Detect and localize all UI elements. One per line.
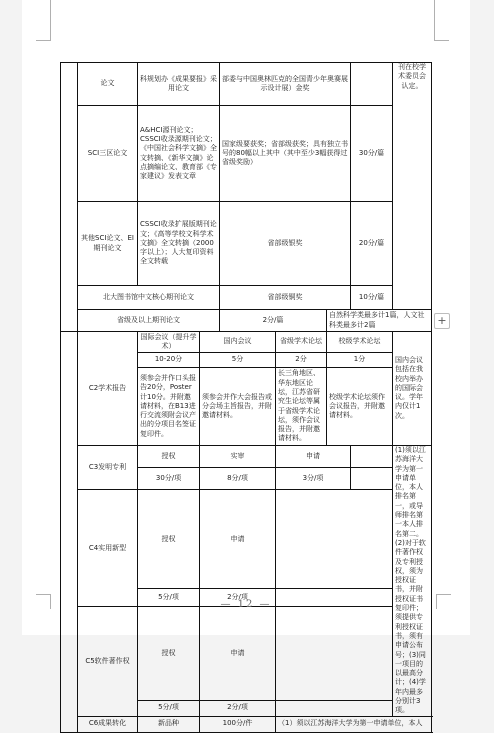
detail-cell: 科规划办《成果要报》采用论文 — [138, 63, 220, 106]
c3-type-application: 申请 — [276, 446, 351, 468]
c2-points-domestic: 5分 — [200, 353, 276, 368]
c2-header-school: 校级学术论坛 — [327, 332, 393, 353]
c2-header-international: 国际会议（提升学术） — [138, 332, 200, 353]
c4-label: C4实用新型 — [78, 490, 138, 607]
c5-label: C5软件著作权 — [78, 607, 138, 716]
c3-points-examination: 8分/项 — [200, 468, 276, 490]
paper-type-label: SCI三区论文 — [78, 106, 138, 202]
c2-note: 国内会议包括在我校内举办的国际会议。学年内仅计1次。 — [393, 332, 432, 446]
scoring-table — [60, 62, 432, 733]
table-row — [61, 490, 432, 589]
award-cell: 部委与中国奥林匹克的全国青少年奥赛展示设计展）金奖 — [220, 63, 351, 106]
c5-points-application: 2分/项 — [200, 700, 276, 716]
c4-points-granted: 5分/项 — [138, 589, 200, 607]
c2-points-international: 10-20分 — [138, 353, 200, 368]
plus-button[interactable]: + — [434, 313, 450, 329]
c6-label: C6成果转化 — [78, 716, 138, 732]
c3-type-granted: 授权 — [138, 446, 200, 468]
award-cell: 国家级要获奖；省部级获奖；具有独立书号的80幅以上其中（其中至少3幅获得过省级奖励） — [220, 106, 351, 202]
c5-points-granted: 5分/项 — [138, 700, 200, 716]
table-row — [61, 202, 432, 286]
award-cell: 省部级银奖 — [220, 202, 351, 286]
table-row — [61, 446, 432, 468]
c4-type-application: 申请 — [200, 490, 276, 589]
c3-label: C3发明专利 — [78, 446, 138, 490]
document-page — [22, 0, 470, 728]
detail-cell: A&HCI源刊论文；CSSCI收录源期刊论文；《中国社会科学文摘》全文转摘、《新华文摘》论点摘编论文、教育部《专家建议》发表文章 — [138, 106, 220, 202]
c2-detail-international: 须参会并作口头报告20分，Poster计10分。并附邀请材料，在B13进行交流须附会议产出的分项目名签证复印件。 — [138, 368, 200, 446]
points-cell: 30分/篇 — [351, 106, 393, 202]
table-row — [61, 106, 432, 202]
c3-points-application: 3分/项 — [276, 468, 351, 490]
blank-cell — [276, 700, 393, 716]
note-cell: 自然科学类最多计1篇，人文社科类最多计2篇 — [327, 310, 432, 332]
paper-type-cell: 论文 — [78, 63, 138, 106]
category-cell — [61, 63, 78, 332]
points-cell: 2分/篇 — [220, 310, 327, 332]
points-cell: 20分/篇 — [351, 202, 393, 286]
c3-type-examination: 实审 — [200, 446, 276, 468]
c2-points-school: 1分 — [327, 353, 393, 368]
blank-cell — [351, 468, 393, 490]
c2-header-domestic: 国内会议 — [200, 332, 276, 353]
table-row — [61, 716, 432, 732]
c2-detail-provincial: 长三角地区、华东地区论坛，江苏省研究生论坛等属于省级学术论坛，须作会议报告，并附邀请材料。 — [276, 368, 327, 446]
c2-points-provincial: 2分 — [276, 353, 327, 368]
note-cell: 刊在校学术委员会认定。 — [393, 63, 432, 310]
c6-note: （1）须以江苏海洋大学为第一申请单位，本人 — [276, 716, 432, 732]
c6-points: 100分/件 — [200, 716, 276, 732]
table-row — [61, 332, 432, 353]
table-row — [61, 607, 432, 700]
category-cell — [61, 332, 78, 733]
c2-detail-school: 校级学术论坛须作会议报告，并附邀请材料。 — [327, 368, 393, 446]
c5-type-application: 申请 — [200, 607, 276, 700]
c2-label: C2学术报告 — [78, 332, 138, 446]
c2-detail-domestic: 须参会并作大会报告或分会场主旨报告，并附邀请材料。 — [200, 368, 276, 446]
blank-cell — [351, 446, 393, 468]
points-cell: 10分/篇 — [351, 286, 393, 310]
c5-type-granted: 授权 — [138, 607, 200, 700]
detail-cell: 北大图书馆中文核心期刊论文 — [78, 286, 220, 310]
page-number: — 12 — — [220, 599, 272, 610]
detail-cell: 省级及以上期刊论文 — [78, 310, 220, 332]
crop-mark-top-left — [36, 0, 51, 41]
paper-type-label: 其他SCI论文、EI期刊论文 — [78, 202, 138, 286]
points-cell — [351, 63, 393, 106]
award-cell: 省部级铜奖 — [220, 286, 351, 310]
c2-header-provincial: 省级学术论坛 — [276, 332, 327, 353]
c4-points-application: 2分/项 — [200, 589, 276, 607]
crop-mark-top-right — [434, 0, 449, 41]
blank-cell — [276, 607, 393, 700]
blank-cell — [276, 490, 393, 589]
table-row — [61, 310, 432, 332]
table-row — [61, 286, 432, 310]
c4-type-granted: 授权 — [138, 490, 200, 589]
detail-cell: CSSCI收录扩展版期刊论文；《高等学校文科学术文摘》全文转摘（2000字以上）；人大复印资料全文转载 — [138, 202, 220, 286]
table-row — [61, 63, 432, 106]
c3-points-granted: 30分/项 — [138, 468, 200, 490]
c3-c5-note: (1)须以江苏海洋大学为第一申请单位，本人排名第一，或导师排名第一本人排名第二。(2)对于软件著作权及专利授权，须为授权证书，并附授权证书复印件；须提供专利授权证书，须有申请公布号；(3)同一项目的以最高分计；(4)学年内最多分别计3项。 — [393, 446, 432, 717]
c6-type: 新品种 — [138, 716, 200, 732]
